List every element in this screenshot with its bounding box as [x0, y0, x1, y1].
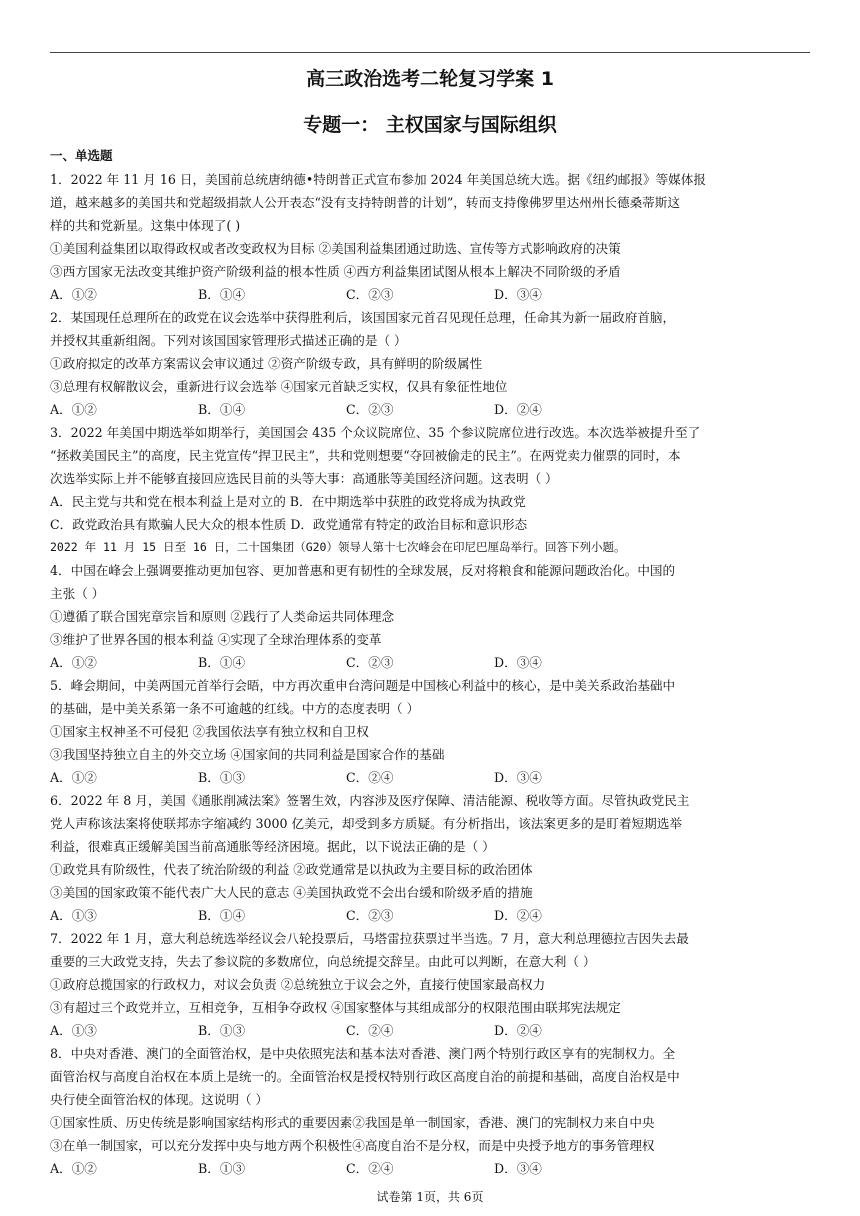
topic-title: 专题一： 主权国家与国际组织 — [303, 114, 557, 136]
text-line: 的基础，是中美关系第一条不可逾越的红线。中方的态度表明（ ） — [50, 701, 420, 716]
document-title: 高三政治选考二轮复习学案 1 — [306, 68, 554, 90]
text-line: 3．2022 年美国中期选举如期举行，美国国会 435 个众议院席位、35 个参议院席位进行改选。本次选举被提升至了 — [50, 425, 701, 440]
text-line: 并授权其重新组阁。下列对该国国家管理形式描述正确的是（ ） — [50, 333, 407, 348]
text-line: ①政府拟定的改革方案需议会审议通过 ②资产阶级专政，具有鲜明的阶级属性 — [50, 356, 483, 371]
text-line: 重要的三大政党支持，失去了参议院的多数席位，向总统提交辞呈。由此可以判断，在意大利（ ） — [50, 954, 596, 969]
text-line: 党人声称该法案将使联邦赤字缩减约 3000 亿美元，却受到多方质疑。有分析指出，该法案更多的是盯着短期选举 — [50, 816, 682, 831]
text-line: ③在单一制国家，可以充分发挥中央与地方两个积极性④高度自治不是分权，而是中央授予地方的事务管理权 — [50, 1138, 655, 1153]
text-line: ①美国利益集团以取得政权或者改变政权为目标 ②美国利益集团通过助选、宣传等方式影响政府的决策 — [50, 241, 621, 256]
answer-option: B．①④ — [198, 402, 246, 417]
text-line: 样的共和党新星。这集中体现了( ) — [50, 218, 241, 233]
answer-option: D．③④ — [494, 1161, 542, 1176]
text-line: 4．中国在峰会上强调要推动更加包容、更加普惠和更有韧性的全球发展，反对将粮食和能源问题政治化。中国的 — [50, 563, 676, 578]
question-list — [50, 168, 810, 1180]
answer-option: C．②③ — [346, 655, 394, 670]
text-line: ①遵循了联合国宪章宗旨和原则 ②践行了人类命运共同体理念 — [50, 609, 395, 624]
answer-options — [50, 1157, 810, 1180]
answer-options — [50, 766, 810, 789]
text-line: ①国家性质、历史传统是影响国家结构形式的重要因素②我国是单一制国家，香港、澳门的宪制权力来自中央 — [50, 1115, 655, 1130]
answer-option: C．②③ — [346, 908, 394, 923]
text-line: 次选举实际上并不能够直接回应选民目前的头等大事：高通胀等美国经济问题。这表明（ ） — [50, 471, 558, 486]
answer-option: B．①③ — [198, 770, 246, 785]
answer-option: C．②④ — [346, 1161, 394, 1176]
answer-option: D．②④ — [494, 402, 542, 417]
text-line: 主张（ ） — [50, 586, 105, 601]
page-footer: 试卷第 1页，共 6页 — [376, 1190, 484, 1204]
answer-option: C．②④ — [346, 770, 394, 785]
text-line: 6．2022 年 8 月，美国《通胀削减法案》签署生效，内容涉及医疗保障、清洁能源、税收等方面。尽管执政党民主 — [50, 793, 690, 808]
text-line: ③我国坚持独立自主的外交立场 ④国家间的共同利益是国家合作的基础 — [50, 747, 445, 762]
text-line: 5．峰会期间，中美两国元首举行会晤，中方再次重申台湾问题是中国核心利益中的核心，是中美关系政治基础中 — [50, 678, 676, 693]
answer-option: C．②③ — [346, 402, 394, 417]
answer-options — [50, 283, 810, 306]
answer-option: D．③④ — [494, 770, 542, 785]
text-line: 1．2022 年 11 月 16 日，美国前总统唐纳德•特朗普正式宣布参加 2024 年美国总统大选。据《纽约邮报》等媒体报 — [50, 172, 706, 187]
answer-option: D．③④ — [494, 287, 542, 302]
answer-options — [50, 904, 810, 927]
text-line: ③维护了世界各国的根本利益 ④实现了全球治理体系的变革 — [50, 632, 382, 647]
answer-option: B．①③ — [198, 1023, 246, 1038]
answer-option: C．②③ — [346, 287, 394, 302]
material-note: 2022 年 11 月 15 日至 16 日，二十国集团（G20）领导人第十七次峰会在印尼巴厘岛举行。回答下列小题。 — [50, 540, 626, 554]
text-line: 8．中央对香港、澳门的全面管治权，是中央依照宪法和基本法对香港、澳门两个特别行政区享有的宪制权力。全 — [50, 1046, 676, 1061]
text-line: 道，越来越多的美国共和党超级捐款人公开表态“没有支持特朗普的计划”，转而支持像佛罗里达州州长德桑蒂斯这 — [50, 195, 680, 210]
answer-option: B．①④ — [198, 287, 246, 302]
text-line: ①政府总揽国家的行政权力，对议会负责 ②总统独立于议会之外，直接行使国家最高权力 — [50, 977, 546, 992]
text-line: 面管治权与高度自治权在本质上是统一的。全面管治权是授权特别行政区高度自治的前提和基础，高度自治权是中 — [50, 1069, 680, 1084]
text-line: ③有超过三个政党并立，互相竞争，互相争夺政权 ④国家整体与其组成部分的权限范围由联邦宪法规定 — [50, 1000, 621, 1015]
answer-option: B．①③ — [198, 1161, 246, 1176]
header-rule — [50, 52, 810, 53]
answer-options — [50, 1019, 810, 1042]
text-line: C．政党政治具有欺骗人民大众的根本性质 D．政党通常有特定的政治目标和意识形态 — [50, 517, 528, 532]
answer-option: D．③④ — [494, 655, 542, 670]
text-line: “拯救美国民主”的高度，民主党宣传“捍卫民主”，共和党则想要“夺回被偷走的民主”。在两党卖力催票的同时，本 — [50, 448, 681, 463]
answer-option: A．①③ — [50, 908, 97, 923]
text-line: ①政党具有阶级性，代表了统治阶级的利益 ②政党通常是以执政为主要目标的政治团体 — [50, 862, 533, 877]
text-line: ③西方国家无法改变其维护资产阶级利益的根本性质 ④西方利益集团试图从根本上解决不同阶级的矛盾 — [50, 264, 621, 279]
answer-option: A．①③ — [50, 1023, 97, 1038]
text-line: 2．某国现任总理所在的政党在议会选举中获得胜利后，该国国家元首召见现任总理，任命其为新一届政府首脑， — [50, 310, 676, 325]
answer-option: A．①② — [50, 655, 97, 670]
text-line: ①国家主权神圣不可侵犯 ②我国依法享有独立权和自卫权 — [50, 724, 369, 739]
answer-option: C．②④ — [346, 1023, 394, 1038]
text-line: 利益，很难真正缓解美国当前高通胀等经济困境。据此，以下说法正确的是（ ） — [50, 839, 495, 854]
answer-options — [50, 398, 810, 421]
text-line: 央行使全面管治权的体现。这说明（ ） — [50, 1092, 269, 1107]
answer-option: A．①② — [50, 402, 97, 417]
answer-option: A．①② — [50, 770, 97, 785]
text-line: A．民主党与共和党在根本利益上是对立的 B．在中期选举中获胜的政党将成为执政党 — [50, 494, 526, 509]
answer-option: A．①② — [50, 1161, 97, 1176]
answer-option: B．①④ — [198, 908, 246, 923]
answer-option: D．②④ — [494, 1023, 542, 1038]
answer-option: A．①② — [50, 287, 97, 302]
text-line: ③总理有权解散议会，重新进行议会选举 ④国家元首缺乏实权，仅具有象征性地位 — [50, 379, 508, 394]
text-line: ③美国的国家政策不能代表广大人民的意志 ④美国执政党不会出台缓和阶级矛盾的措施 — [50, 885, 533, 900]
text-line: 7．2022 年 1 月，意大利总统选举经议会八轮投票后，马塔雷拉获票过半当选。7 月，意大利总理德拉吉因失去最 — [50, 931, 689, 946]
section-heading: 一、单选题 — [50, 148, 113, 163]
answer-options — [50, 651, 810, 674]
answer-option: D．②④ — [494, 908, 542, 923]
answer-option: B．①④ — [198, 655, 246, 670]
